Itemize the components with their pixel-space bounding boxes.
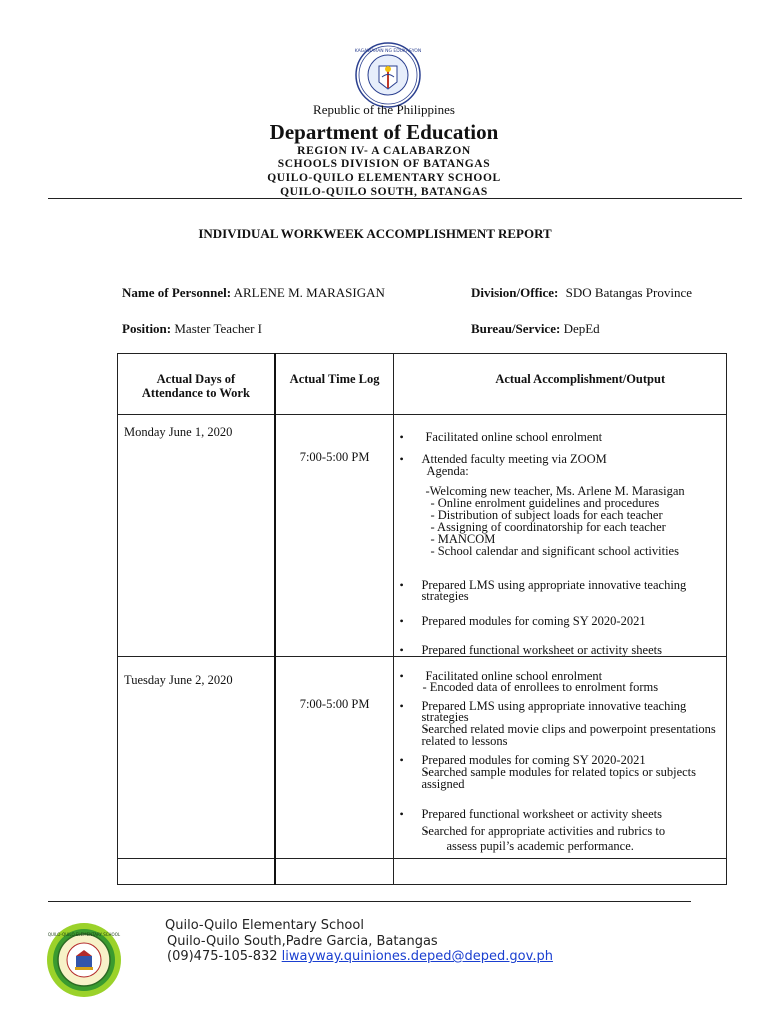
position-value: Master Teacher I — [174, 321, 263, 336]
table-row — [118, 657, 727, 859]
footer-phone: (09)475-105-832 — [167, 949, 278, 964]
header-accomplishment: Actual Accomplishment/Output — [394, 354, 727, 415]
republic-line: Republic of the Philippines — [313, 102, 455, 117]
list-item: - Encoded data of enrollees to enrolment forms — [422, 680, 659, 694]
day-cell: Monday June 1, 2020 — [124, 425, 233, 439]
school-logo — [45, 921, 123, 999]
header-days: Actual Days of Attendance to Work — [118, 354, 275, 415]
seal-text: KAGAWARAN NG EDUKASYON — [355, 49, 421, 54]
list-item: • Prepared modules for coming SY 2020-2021 — [394, 755, 726, 766]
bureau-value: DepEd — [563, 321, 600, 336]
footer-address: Quilo-Quilo South,Padre Garcia, Batangas — [167, 934, 438, 949]
header-divider — [48, 198, 742, 199]
table-header-row — [118, 354, 727, 415]
list-item: - School calendar and significant school activities — [430, 544, 679, 558]
list-item: - Searched sample modules for related topics or subjects assigned — [394, 766, 726, 790]
list-item: - MANCOM — [430, 532, 496, 546]
position-field — [122, 321, 262, 337]
report-title: INDIVIDUAL WORKWEEK ACCOMPLISHMENT REPORT — [198, 226, 552, 241]
footer-contact — [167, 949, 553, 964]
header-time: Actual Time Log — [275, 354, 394, 415]
list-item: -Welcoming new teacher, Ms. Arlene M. Marasigan — [425, 484, 685, 498]
time-cell: 7:00-5:00 PM — [299, 450, 370, 464]
accomplishment-table — [117, 353, 727, 885]
footer-divider — [48, 901, 691, 902]
list-item: • Facilitated online school enrolment — [394, 431, 726, 443]
email-link[interactable]: liwayway.quiniones.deped@deped.gov.ph — [281, 949, 553, 964]
list-item: - Searched for appropriate activities and rubrics to — [394, 824, 726, 838]
school-line: QUILO-QUILO ELEMENTARY SCHOOL — [267, 172, 501, 184]
position-label: Position: — [122, 321, 172, 336]
bureau-label: Bureau/Service: — [471, 321, 561, 336]
division-field — [471, 285, 692, 301]
footer-school: Quilo-Quilo Elementary School — [165, 918, 364, 933]
list-item: • Prepared functional worksheet or activity sheets — [394, 644, 726, 656]
name-field — [122, 285, 385, 301]
list-item: • Facilitated online school enrolment — [394, 671, 726, 682]
accomplishment-cell — [394, 657, 727, 859]
division-line: SCHOOLS DIVISION OF BATANGAS — [277, 158, 491, 170]
logo-text: QUILO-QUILO ELEMENTARY SCHOOL — [47, 932, 121, 937]
time-cell: 7:00-5:00 PM — [299, 697, 370, 711]
list-item: • Prepared functional worksheet or activity sheets — [394, 808, 726, 820]
region-line: REGION IV- A CALABARZON — [297, 145, 471, 157]
table-row-empty — [118, 859, 727, 885]
accomplishment-cell — [394, 415, 727, 657]
division-value: SDO Batangas Province — [565, 285, 693, 300]
list-item: - Searched related movie clips and powerpoint presentations related to lessons — [394, 723, 726, 747]
list-item: assess pupil’s academic performance. — [446, 839, 634, 853]
list-item: • Prepared modules for coming SY 2020-2021 — [394, 615, 726, 627]
bureau-field — [471, 321, 600, 337]
deped-seal-logo — [355, 42, 421, 108]
name-label: Name of Personnel: — [122, 285, 232, 300]
list-item: • Prepared LMS using appropriate innovative teaching strategies — [394, 580, 726, 602]
list-item: - Assigning of coordinatorship for each teacher — [430, 520, 666, 534]
list-item: - Distribution of subject loads for each teacher — [430, 508, 663, 522]
table-row — [118, 415, 727, 657]
list-item: • Prepared LMS using appropriate innovative teaching strategies — [394, 701, 726, 723]
list-item: Agenda: — [426, 464, 469, 478]
day-cell: Tuesday June 2, 2020 — [124, 673, 233, 687]
address-line: QUILO-QUILO SOUTH, BATANGAS — [280, 186, 488, 198]
list-item: • Attended faculty meeting via ZOOM — [394, 453, 726, 465]
list-item: - Online enrolment guidelines and procedures — [430, 496, 660, 510]
name-value: ARLENE M. MARASIGAN — [233, 285, 385, 300]
division-label: Division/Office: — [471, 285, 559, 300]
department-title: Department of Education — [269, 120, 499, 144]
